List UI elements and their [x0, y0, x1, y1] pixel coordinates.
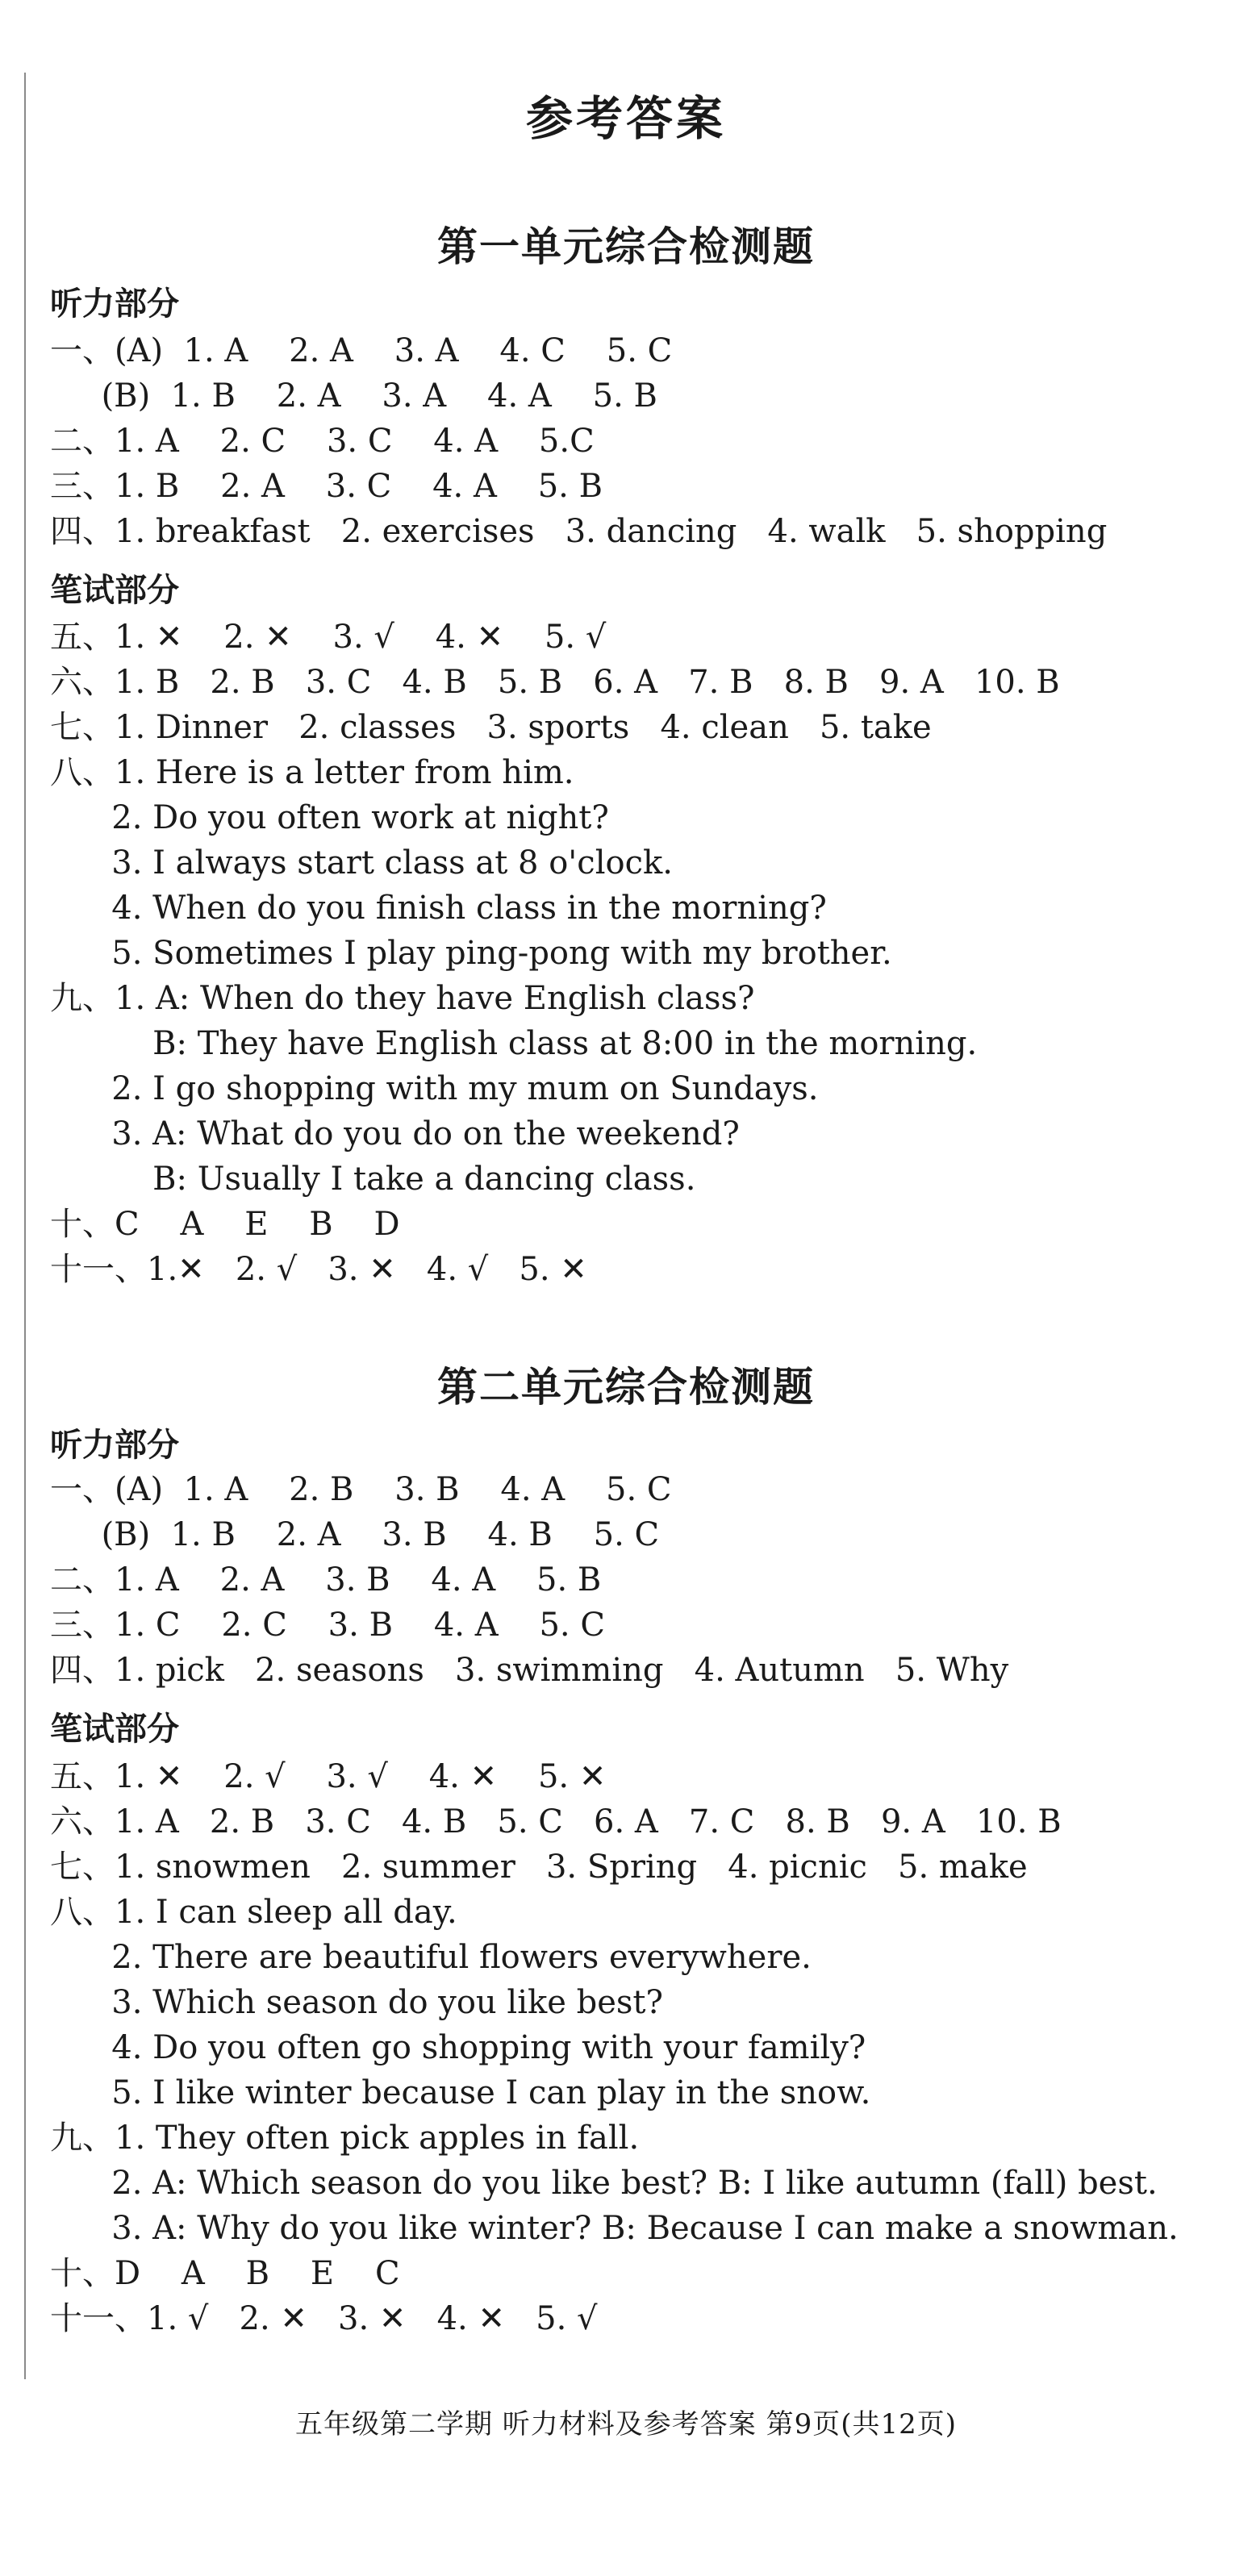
unit2-line: 十一、1. √ 2. ✕ 3. ✕ 4. ✕ 5. √ — [50, 2300, 598, 2337]
unit2-line: 3. A: Why do you like winter? B: Because I can make a snowman. — [50, 2210, 1179, 2247]
unit1-line: 3. I always start class at 8 o'clock. — [50, 844, 673, 882]
unit2-line: 四、1. pick 2. seasons 3. swimming 4. Autumn 5. Why — [50, 1652, 1009, 1689]
unit1-line: 九、1. A: When do they have English class? — [50, 980, 755, 1017]
unit2-line: 5. I like winter because I can play in the snow. — [50, 2074, 871, 2111]
page-title: 参考答案 — [525, 91, 726, 146]
unit1-line: 二、1. A 2. C 3. C 4. A 5.C — [50, 423, 595, 460]
unit2-title: 第二单元综合检测题 — [437, 1364, 815, 1411]
unit2-line: 4. Do you often go shopping with your family? — [50, 2029, 866, 2066]
unit2-line: 九、1. They often pick apples in fall. — [50, 2120, 640, 2157]
unit1-listening-heading: 听力部分 — [50, 286, 179, 323]
unit2-line: 2. There are beautiful flowers everywhere. — [50, 1939, 812, 1976]
unit1-line: 2. I go shopping with my mum on Sundays. — [50, 1070, 819, 1107]
unit1-line: 六、1. B 2. B 3. C 4. B 5. B 6. A 7. B 8. B 9. A 10. B — [50, 664, 1060, 701]
unit2-line: 二、1. A 2. A 3. B 4. A 5. B — [50, 1561, 602, 1599]
unit1-line: 七、1. Dinner 2. classes 3. sports 4. clean 5. take — [50, 709, 932, 746]
unit2-line: 一、(A) 1. A 2. B 3. B 4. A 5. C — [50, 1471, 672, 1508]
unit1-line: 5. Sometimes I play ping-pong with my brother. — [50, 935, 892, 972]
unit1-line: 八、1. Here is a letter from him. — [50, 754, 574, 791]
unit1-line: 十、C A E B D — [50, 1206, 400, 1243]
unit1-line: 十一、1.✕ 2. √ 3. ✕ 4. √ 5. ✕ — [50, 1251, 587, 1288]
unit1-line: B: Usually I take a dancing class. — [50, 1161, 696, 1198]
left-margin-rule — [24, 73, 26, 2379]
unit2-line: (B) 1. B 2. A 3. B 4. B 5. C — [50, 1516, 660, 1553]
unit2-line: 六、1. A 2. B 3. C 4. B 5. C 6. A 7. C 8. B 9. A 10. B — [50, 1803, 1062, 1840]
unit1-line: 3. A: What do you do on the weekend? — [50, 1115, 740, 1153]
unit1-line: 2. Do you often work at night? — [50, 799, 609, 836]
unit2-listening-heading: 听力部分 — [50, 1427, 179, 1464]
unit2-line: 3. Which season do you like best? — [50, 1984, 663, 2021]
unit2-writing-heading: 笔试部分 — [50, 1711, 179, 1748]
unit2-line: 十、D A B E C — [50, 2255, 400, 2292]
unit1-writing-heading: 笔试部分 — [50, 572, 179, 609]
unit1-line: 4. When do you finish class in the morning? — [50, 890, 827, 927]
unit2-line: 八、1. I can sleep all day. — [50, 1894, 457, 1931]
unit2-line: 七、1. snowmen 2. summer 3. Spring 4. picnic 5. make — [50, 1849, 1028, 1886]
unit1-line: B: They have English class at 8:00 in the morning. — [50, 1025, 978, 1062]
unit1-line: 四、1. breakfast 2. exercises 3. dancing 4. walk 5. shopping — [50, 513, 1108, 550]
unit1-line: 五、1. ✕ 2. ✕ 3. √ 4. ✕ 5. √ — [50, 619, 607, 656]
unit2-line: 2. A: Which season do you like best? B: I like autumn (fall) best. — [50, 2165, 1158, 2202]
page-footer: 五年级第二学期 听力材料及参考答案 第9页(共12页) — [294, 2408, 958, 2441]
unit2-line: 五、1. ✕ 2. √ 3. √ 4. ✕ 5. ✕ — [50, 1758, 607, 1795]
unit1-title: 第一单元综合检测题 — [437, 223, 815, 270]
unit1-line: 三、1. B 2. A 3. C 4. A 5. B — [50, 468, 603, 505]
unit1-line: 一、(A) 1. A 2. A 3. A 4. C 5. C — [50, 332, 673, 369]
unit2-line: 三、1. C 2. C 3. B 4. A 5. C — [50, 1607, 605, 1644]
unit1-line: (B) 1. B 2. A 3. A 4. A 5. B — [50, 377, 657, 415]
